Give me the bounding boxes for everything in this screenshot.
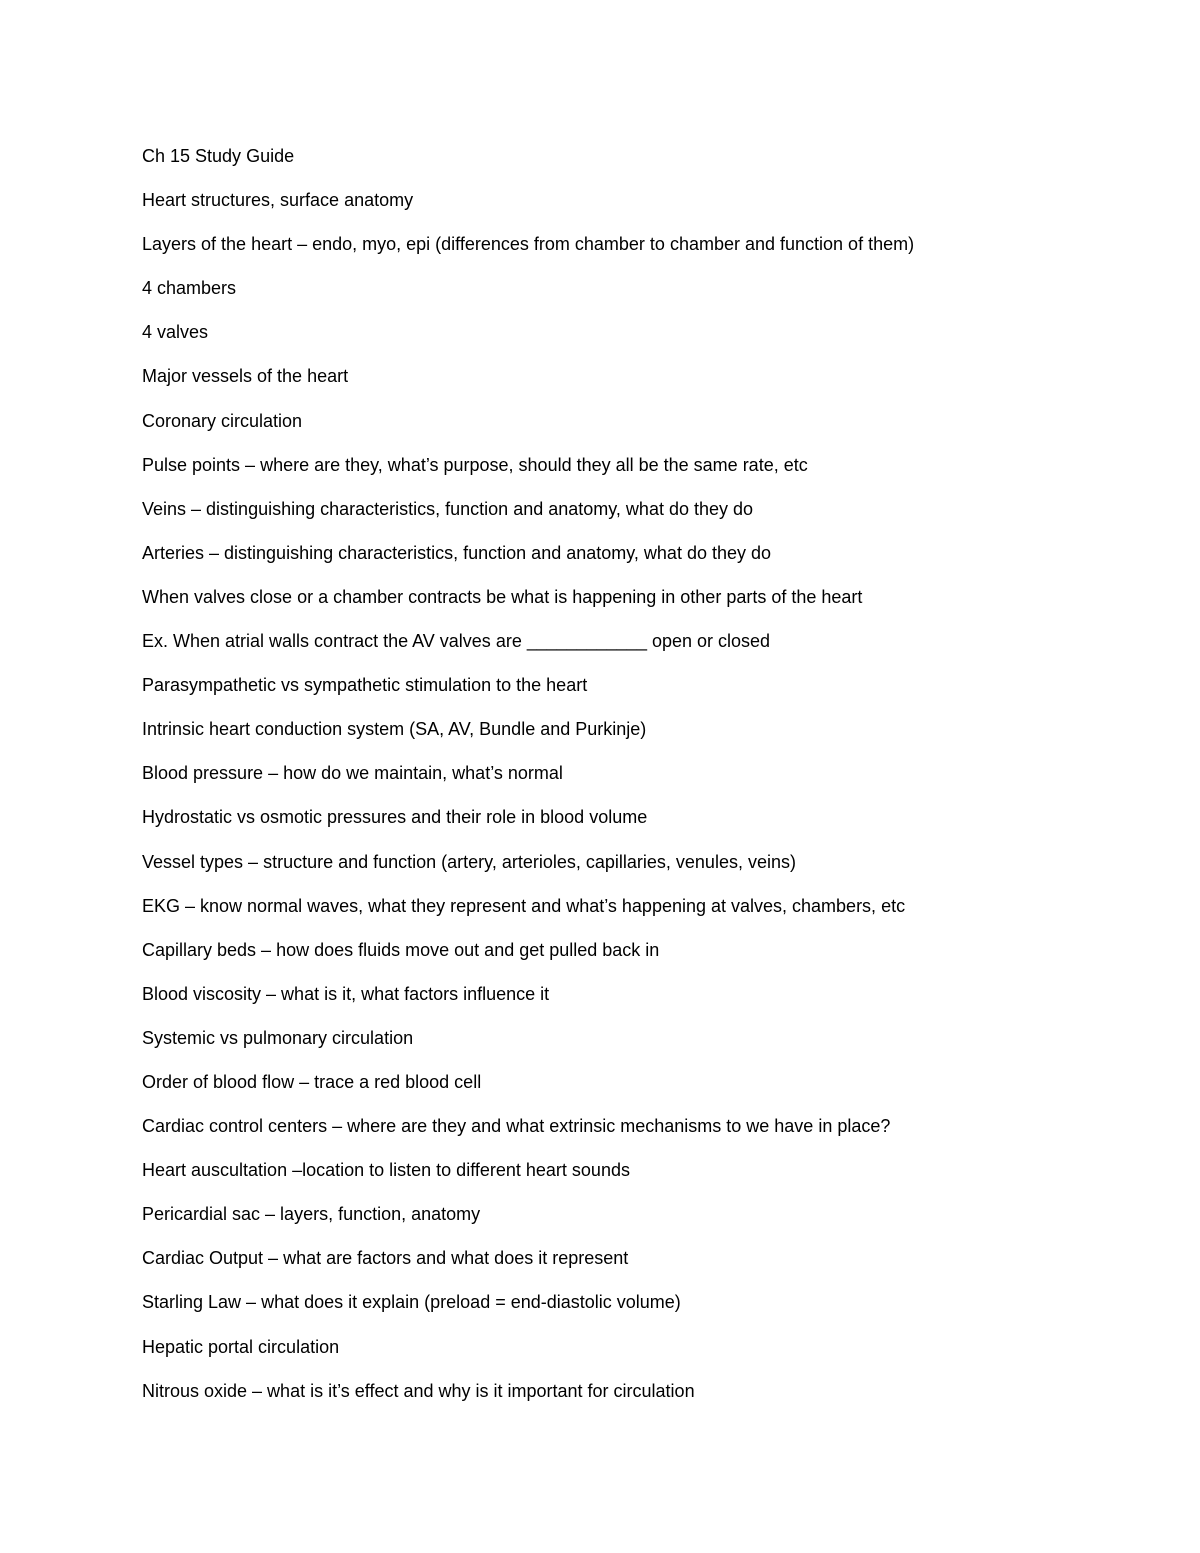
topic-line: Hepatic portal circulation	[142, 1336, 340, 1357]
topic-line: Blood viscosity – what is it, what factors influence it	[142, 983, 550, 1004]
topic-line: Heart structures, surface anatomy	[142, 190, 414, 211]
topic-line: Order of blood flow – trace a red blood cell	[142, 1071, 482, 1092]
document-title: Ch 15 Study Guide	[142, 146, 295, 166]
topic-line: Nitrous oxide – what is it’s effect and why is it important for circulation	[142, 1380, 695, 1401]
topic-line: Blood pressure – how do we maintain, what’s normal	[142, 763, 563, 784]
topic-line: Pericardial sac – layers, function, anatomy	[142, 1204, 481, 1225]
topic-line: Systemic vs pulmonary circulation	[142, 1027, 414, 1048]
topic-line: Starling Law – what does it explain (preload = end-diastolic volume)	[142, 1292, 681, 1313]
topic-line: When valves close or a chamber contracts be what is happening in other parts of the heart	[142, 586, 863, 607]
topic-line: EKG – know normal waves, what they represent and what’s happening at valves, chambers, etc	[142, 895, 906, 916]
topic-line: Cardiac Output – what are factors and what does it represent	[142, 1248, 629, 1269]
topic-line: Arteries – distinguishing characteristics, function and anatomy, what do they do	[142, 542, 772, 563]
topic-line: Capillary beds – how does fluids move out and get pulled back in	[142, 939, 660, 960]
topic-line: Major vessels of the heart	[142, 366, 349, 387]
topic-line: Hydrostatic vs osmotic pressures and their role in blood volume	[142, 807, 648, 828]
topic-line: Parasympathetic vs sympathetic stimulation to the heart	[142, 675, 588, 696]
topic-line: Vessel types – structure and function (artery, arterioles, capillaries, venules, veins)	[142, 851, 796, 872]
topic-line: Ex. When atrial walls contract the AV valves are ____________ open or closed	[142, 631, 771, 652]
topic-line: Cardiac control centers – where are they and what extrinsic mechanisms to we have in place?	[142, 1116, 891, 1137]
topic-line: Coronary circulation	[142, 410, 303, 431]
topic-line: Layers of the heart – endo, myo, epi (differences from chamber to chamber and function of them)	[142, 234, 915, 255]
topic-line: Pulse points – where are they, what’s purpose, should they all be the same rate, etc	[142, 454, 808, 475]
topic-line: Heart auscultation –location to listen to different heart sounds	[142, 1160, 630, 1181]
topic-line: 4 valves	[142, 322, 209, 343]
study-guide-list	[142, 143, 1142, 1422]
topic-line: 4 chambers	[142, 278, 237, 299]
topic-line: Veins – distinguishing characteristics, function and anatomy, what do they do	[142, 498, 754, 519]
topic-line: Intrinsic heart conduction system (SA, AV, Bundle and Purkinje)	[142, 719, 647, 740]
